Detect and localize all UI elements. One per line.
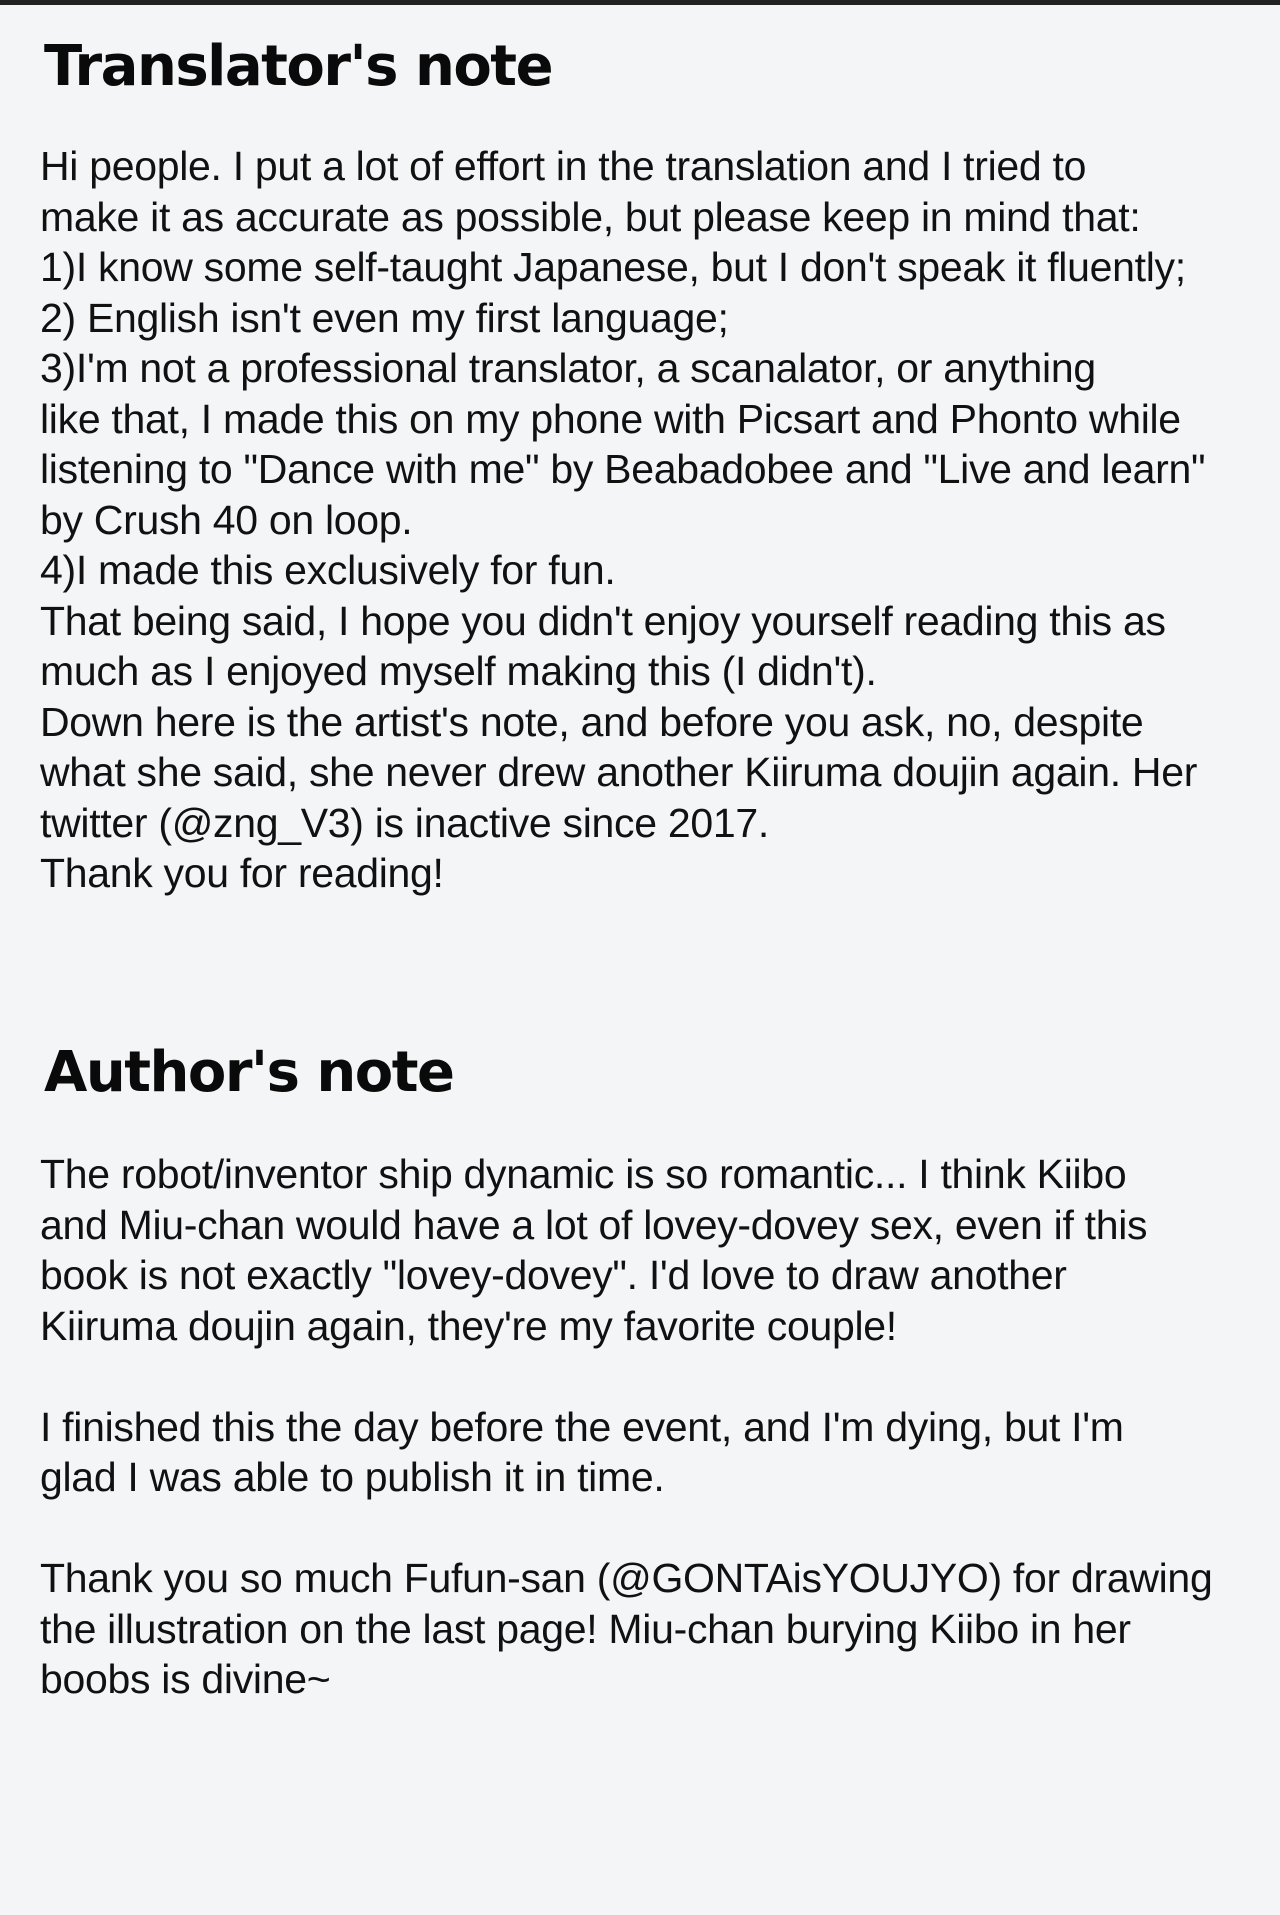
translator-note-line: Thank you for reading! (40, 850, 444, 896)
translator-note-line: listening to "Dance with me" by Beabadobee and "Live and learn" (40, 446, 1206, 492)
author-note-line: Thank you so much Fufun-san (@GONTAisYOUJYO) for drawing (40, 1555, 1213, 1601)
translator-note-line: 2) English isn't even my first language; (40, 294, 729, 341)
translator-note-line: 1)I know some self-taught Japanese, but I don't speak it fluently; (40, 244, 1186, 290)
author-note-section (0, 1037, 1280, 1705)
translator-note-line: twitter (@zng_V3) is inactive since 2017. (40, 799, 769, 846)
author-note-line: I finished this the day before the event, and I'm dying, but I'm (40, 1403, 1124, 1450)
translator-note-line: 4)I made this exclusively for fun. (40, 547, 616, 593)
translator-note-line: make it as accurate as possible, but please keep in mind that: (40, 193, 1141, 240)
translator-note-section (0, 31, 1280, 899)
author-note-line: The robot/inventor ship dynamic is so romantic... I think Kiibo (40, 1151, 1127, 1197)
translator-note-line: much as I enjoyed myself making this (I didn't). (40, 648, 877, 694)
translator-note-line: like that, I made this on my phone with Picsart and Phonto while (40, 395, 1181, 442)
translator-note-line: That being said, I hope you didn't enjoy yourself reading this as (40, 597, 1166, 644)
translator-note-line: 3)I'm not a professional translator, a scanalator, or anything (40, 345, 1096, 391)
author-note-line: boobs is divine~ (40, 1656, 331, 1702)
translator-note-body (0, 141, 1280, 899)
translator-note-line: Down here is the artist's note, and before you ask, no, despite (40, 698, 1144, 745)
author-note-line: glad I was able to publish it in time. (40, 1454, 665, 1500)
translator-note-heading: Translator's note (44, 34, 553, 99)
paragraph-gap (40, 1503, 1240, 1554)
translator-note-line: what she said, she never drew another Kiiruma doujin again. Her (40, 749, 1198, 795)
paragraph-gap (40, 1351, 1240, 1402)
author-note-line: Kiiruma doujin again, they're my favorite couple! (40, 1302, 897, 1349)
author-note-line: book is not exactly "lovey-dovey". I'd love to draw another (40, 1252, 1067, 1298)
author-note-heading: Author's note (44, 1040, 454, 1105)
author-note-line: and Miu-chan would have a lot of lovey-dovey sex, even if this (40, 1201, 1148, 1248)
author-note-body (0, 1149, 1280, 1705)
translator-note-line: Hi people. I put a lot of effort in the translation and I tried to (40, 143, 1087, 189)
translator-note-line: by Crush 40 on loop. (40, 496, 413, 543)
author-note-line: the illustration on the last page! Miu-chan burying Kiibo in her (40, 1605, 1131, 1652)
